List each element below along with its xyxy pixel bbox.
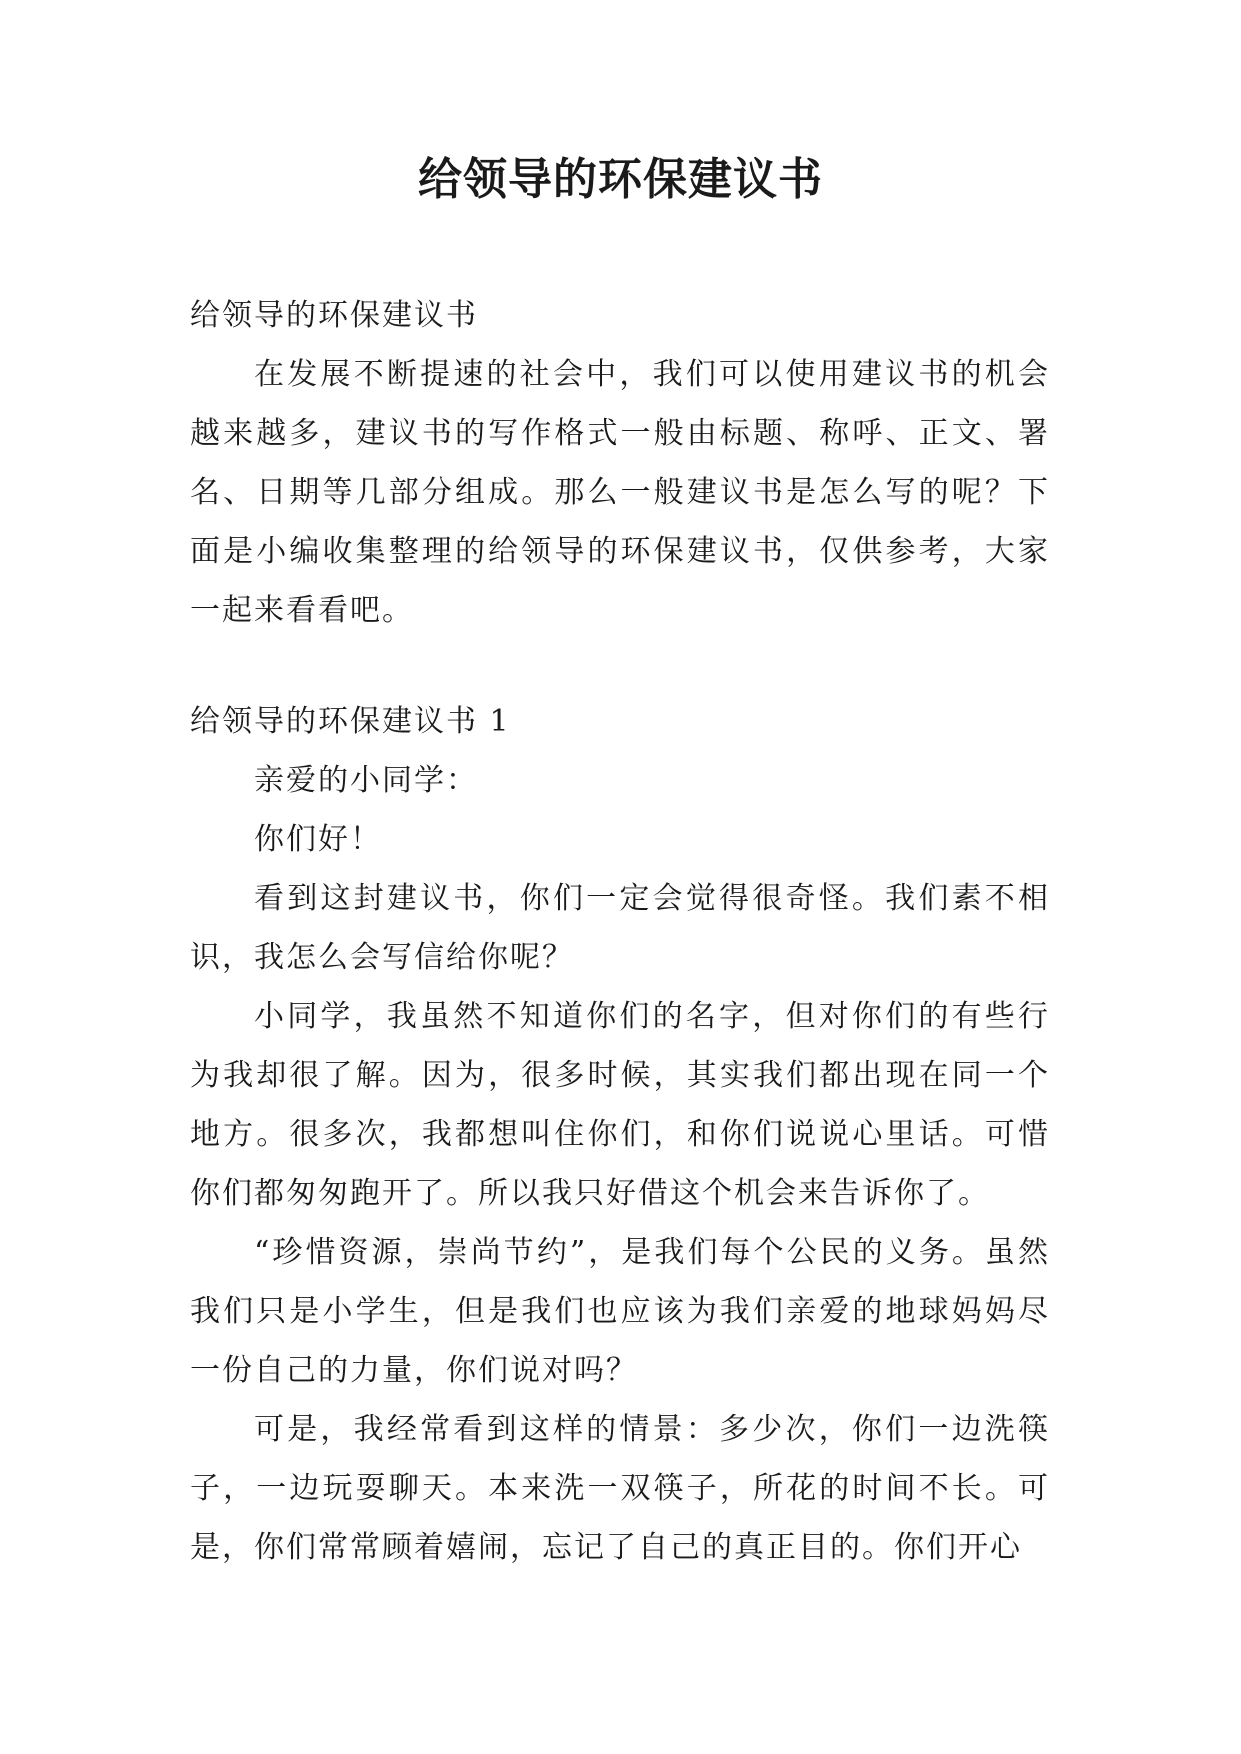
document-body	[190, 286, 1050, 1577]
salutation: 亲爱的小同学：	[254, 763, 478, 798]
intro-paragraph: 在发展不断提速的社会中，我们可以使用建议书的机会越来越多，建议书的写作格式一般由标题、称呼、正文、署名、日期等几部分组成。那么一般建议书是怎么写的呢？下面是小编收集整理的给领导的环保建议书，仅供参考，大家一起来看看吧。	[190, 357, 1050, 628]
intro-heading: 给领导的环保建议书	[190, 298, 478, 333]
greeting: 你们好！	[254, 822, 382, 857]
section-spacer	[190, 640, 1050, 692]
body-paragraph: 小同学，我虽然不知道你们的名字，但对你们的有些行为我却很了解。因为，很多时候，其实我们都出现在同一个地方。很多次，我都想叫住你们，和你们说说心里话。可惜你们都匆匆跑开了。所以我只好借这个机会来告诉你了。	[190, 999, 1050, 1211]
body-paragraph: 看到这封建议书，你们一定会觉得很奇怪。我们素不相识，我怎么会写信给你呢？	[190, 881, 1050, 975]
document-title: 给领导的环保建议书	[418, 154, 823, 205]
section-heading: 给领导的环保建议书 1	[190, 704, 511, 739]
body-paragraph: 可是，我经常看到这样的情景：多少次，你们一边洗筷子，一边玩耍聊天。本来洗一双筷子，所花的时间不长。可是，你们常常顾着嬉闹，忘记了自己的真正目的。你们开心	[190, 1412, 1050, 1565]
body-paragraph: “珍惜资源，崇尚节约”，是我们每个公民的义务。虽然我们只是小学生，但是我们也应该为我们亲爱的地球妈妈尽一份自己的力量，你们说对吗？	[190, 1235, 1050, 1388]
